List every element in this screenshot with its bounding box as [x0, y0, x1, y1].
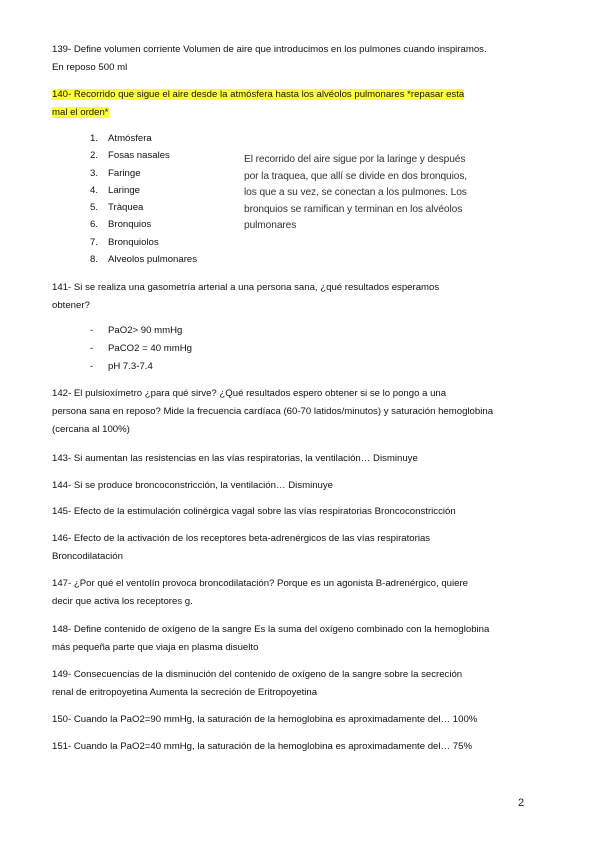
- question-140: [52, 86, 532, 122]
- question-141: [52, 279, 532, 315]
- list-item: 7. Bronquiolos: [90, 236, 159, 248]
- quote-line: El recorrido del aire sigue por la laringe y después: [244, 154, 466, 165]
- list-item: 3. Faringe: [90, 167, 141, 179]
- list-item: 5. Tràquea: [90, 202, 144, 214]
- question-139-line-1: 139- Define volumen corriente Volumen de aire que introducimos en los pulmones cuando inspiramos.: [52, 44, 487, 55]
- question-142: [52, 385, 532, 439]
- list-item: - PaCO2 = 40 mmHg: [90, 343, 192, 354]
- question-142-line-1: 142- El pulsioxímetro ¿para qué sirve? ¿Qué resultados espero obtener si se lo pongo a una: [52, 388, 447, 399]
- question-149-line-1: 149- Consecuencias de la disminución del contenido de oxígeno de la sangre sobre la secreción: [52, 669, 463, 680]
- question-139: [52, 41, 532, 77]
- airway-explanation-quote: [244, 152, 484, 235]
- page-number: 2: [518, 797, 525, 809]
- question-147-line-2: decir que activa los receptores g.: [52, 596, 193, 607]
- question-150: [52, 711, 532, 729]
- question-151: [52, 738, 532, 756]
- list-item: 4. Laringe: [90, 184, 141, 196]
- question-151-line-1: 151- Cuando la PaO2=40 mmHg, la saturación de la hemoglobina es aproximadamente del… 75%: [52, 741, 472, 752]
- question-149-line-2: renal de eritropoyetina Aumenta la secreción de Eritropoyetina: [52, 687, 318, 698]
- question-144-line-1: 144- Si se produce broncoconstricción, la ventilación… Disminuye: [52, 480, 334, 491]
- question-146-line-1: 146- Efecto de la activación de los receptores beta-adrenérgicos de las vías respiratorias: [52, 533, 431, 544]
- list-item: 6. Bronquios: [90, 219, 152, 231]
- quote-line: bronquios se ramifican y terminan en los alvéolos: [244, 203, 463, 215]
- question-148-line-2: más pequeña parte que viaja en plasma disuelto: [52, 642, 259, 653]
- list-item: - PaO2> 90 mmHg: [90, 325, 183, 336]
- quote-line: pulmonares: [244, 220, 297, 231]
- question-146-line-2: Broncodilatación: [52, 551, 123, 562]
- question-146: [52, 530, 532, 566]
- question-149: [52, 666, 532, 702]
- quote-line: los que a su vez, se conectan a los pulmones. Los: [244, 187, 467, 198]
- question-142-line-3: (cercana al 100%): [52, 424, 130, 435]
- question-148-line-1: 148- Define contenido de oxígeno de la sangre Es la suma del oxígeno combinado con la hemoglobina: [52, 624, 490, 635]
- airway-ordered-list: [90, 130, 240, 268]
- question-142-line-2: persona sana en reposo? Mide la frecuencia cardíaca (60-70 latidos/minutos) y saturación hemoglobina: [52, 406, 494, 417]
- list-item: 8. Alveolos pulmonares: [90, 254, 198, 266]
- question-144: [52, 477, 532, 495]
- question-141-line-2: obtener?: [52, 300, 90, 311]
- question-141-line-1: 141- Si se realiza una gasometría arterial a una persona sana, ¿qué resultados esperamos: [52, 282, 440, 293]
- list-item: 1. Atmósfera: [90, 133, 152, 144]
- question-143: [52, 450, 532, 468]
- question-140-line-2: mal el orden*: [52, 107, 109, 118]
- question-140-line-1: 140- Recorrido que sigue el aire desde la atmósfera hasta los alvéolos pulmonares *repasar esta: [52, 89, 465, 100]
- question-148: [52, 621, 532, 657]
- list-item: - pH 7.3-7.4: [90, 361, 153, 372]
- gasometry-list: [90, 322, 192, 376]
- list-item: 2. Fosas nasales: [90, 150, 170, 162]
- question-143-line-1: 143- Si aumentan las resistencias en las vías respiratorias, la ventilación… Disminuye: [52, 453, 418, 464]
- quote-line: por la traquea, que allí se divide en dos bronquios,: [244, 170, 468, 182]
- question-145: [52, 503, 532, 521]
- question-150-line-1: 150- Cuando la PaO2=90 mmHg, la saturación de la hemoglobina es aproximadamente del… 100%: [52, 714, 478, 725]
- question-147-line-1: 147- ¿Por qué el ventolín provoca broncodilatación? Porque es un agonista B-adrenérgico, quiere: [52, 578, 468, 589]
- question-147: [52, 575, 532, 611]
- question-145-line-1: 145- Efecto de la estimulación colinérgica vagal sobre las vías respiratorias Broncoconstricción: [52, 506, 456, 517]
- question-139-line-2: En reposo 500 ml: [52, 62, 128, 73]
